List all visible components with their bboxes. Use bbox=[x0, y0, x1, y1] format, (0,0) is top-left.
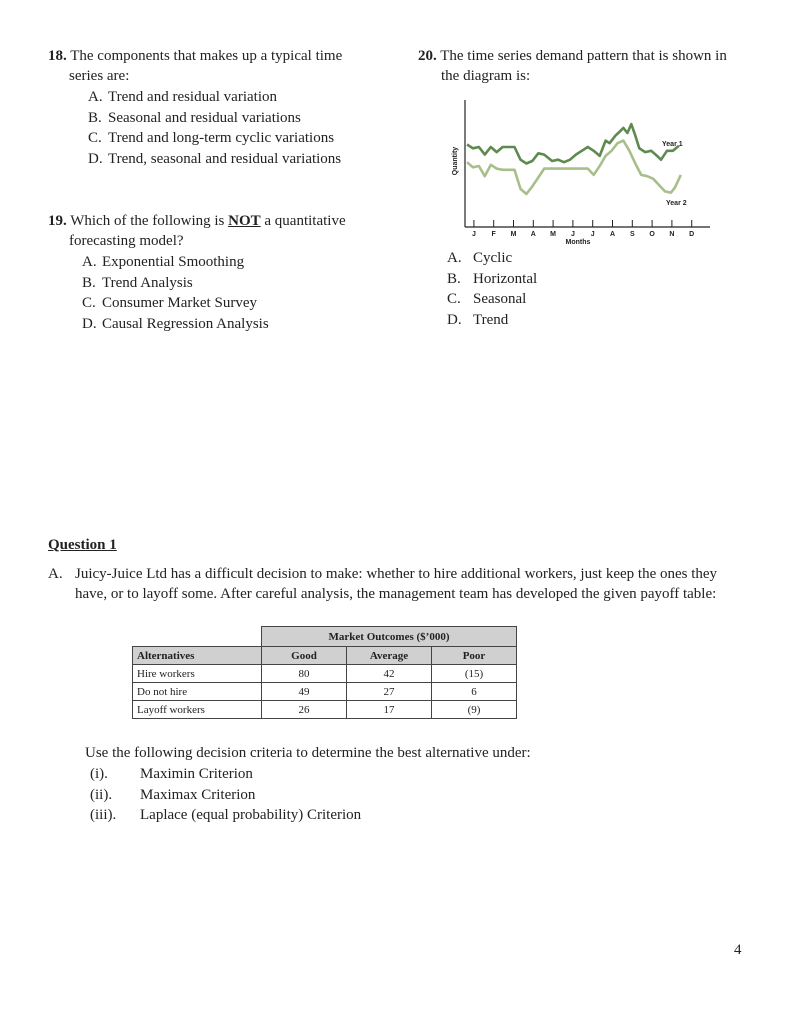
x-tick-label: O bbox=[649, 231, 655, 238]
table-row: Do not hire 49 27 6 bbox=[133, 683, 517, 701]
legend-year-1: Year 1 bbox=[662, 141, 683, 148]
q20-options bbox=[447, 248, 537, 330]
table-row: Layoff workers 26 17 (9) bbox=[133, 701, 517, 719]
x-tick-label: J bbox=[570, 231, 575, 238]
x-axis-label: Months bbox=[565, 239, 591, 246]
table-row: Hire workers 80 42 (15) bbox=[133, 665, 517, 683]
x-tick-label: N bbox=[669, 231, 675, 238]
q20-option-d[interactable]: D. Trend bbox=[447, 311, 509, 328]
q20-number: 20. bbox=[418, 48, 437, 64]
q19-stem: 19. Which of the following is NOT a quantitative bbox=[48, 213, 346, 229]
criterion-ii: (ii). Maximax Criterion bbox=[90, 786, 256, 803]
col-poor: Poor bbox=[432, 647, 517, 665]
x-tick-label: M bbox=[510, 231, 517, 238]
q19-option-a[interactable]: A. Exponential Smoothing bbox=[82, 254, 245, 270]
x-tick-label: A bbox=[609, 231, 616, 238]
y-axis-label: Quantity bbox=[452, 146, 459, 176]
q20-option-c[interactable]: C. Seasonal bbox=[447, 291, 527, 307]
criterion-iii: (iii). Laplace (equal probability) Criterion bbox=[90, 807, 362, 823]
series-line-year-1 bbox=[467, 124, 679, 163]
q19-number: 19. bbox=[48, 213, 67, 229]
col-average: Average bbox=[347, 647, 432, 665]
q18-stem: 18. The components that makes up a typical time bbox=[48, 48, 343, 64]
q19-not-emphasis: NOT bbox=[228, 213, 261, 229]
q18-option-b[interactable]: B. Seasonal and residual variations bbox=[88, 109, 301, 126]
q19-stem-line2: forecasting model? bbox=[69, 233, 184, 249]
demand-pattern-chart bbox=[440, 95, 720, 250]
x-tick-label: M bbox=[550, 231, 557, 238]
criteria-instruction: Use the following decision criteria to determine the best alternative under: bbox=[85, 745, 531, 761]
q18-options bbox=[88, 87, 341, 169]
q19-option-b[interactable]: B. Trend Analysis bbox=[82, 274, 193, 291]
q19-options bbox=[82, 252, 269, 334]
x-tick-label: A bbox=[530, 231, 536, 238]
x-tick-label: D bbox=[689, 231, 695, 238]
x-tick-label: J bbox=[590, 231, 595, 238]
question-1-part-a-letter: A. bbox=[48, 566, 63, 582]
market-outcomes-header: Market Outcomes ($’000) bbox=[262, 627, 517, 647]
q20-stem: 20. The time series demand pattern that is shown in bbox=[418, 48, 727, 64]
q20-stem-line2: the diagram is: bbox=[441, 68, 531, 84]
x-tick-label: F bbox=[491, 231, 496, 238]
q19-option-c[interactable]: C. Consumer Market Survey bbox=[82, 295, 257, 311]
q18-stem-line2: series are: bbox=[69, 68, 130, 84]
col-alternatives: Alternatives bbox=[133, 647, 262, 665]
q18-option-d[interactable]: D. Trend, seasonal and residual variations bbox=[88, 150, 342, 167]
question-19 bbox=[48, 211, 388, 251]
payoff-table bbox=[132, 626, 517, 719]
question-1-heading: Question 1 bbox=[48, 537, 117, 553]
question-18 bbox=[48, 46, 378, 86]
x-tick-label: S bbox=[629, 231, 635, 238]
q20-option-b[interactable]: B. Horizontal bbox=[447, 270, 538, 287]
q20-option-a[interactable]: A. Cyclic bbox=[447, 250, 513, 266]
question-1-paragraph: Juicy-Juice Ltd has a difficult decision to make: whether to hire additional workers, just keep the ones they have, or to layoff some. After careful analysis, the management team has developed the given payoff table: bbox=[75, 566, 718, 602]
col-good: Good bbox=[262, 647, 347, 665]
q19-option-d[interactable]: D. Causal Regression Analysis bbox=[82, 315, 269, 332]
x-tick-label: J bbox=[471, 231, 476, 238]
q18-option-c[interactable]: C. Trend and long-term cyclic variations bbox=[88, 130, 335, 146]
q18-number: 18. bbox=[48, 48, 67, 64]
legend-year-2: Year 2 bbox=[666, 200, 687, 207]
criteria-list bbox=[90, 764, 361, 826]
question-20 bbox=[418, 46, 758, 86]
page-number: 4 bbox=[734, 942, 742, 958]
q18-option-a[interactable]: A. Trend and residual variation bbox=[88, 89, 277, 105]
criterion-i: (i). Maximin Criterion bbox=[90, 766, 253, 782]
